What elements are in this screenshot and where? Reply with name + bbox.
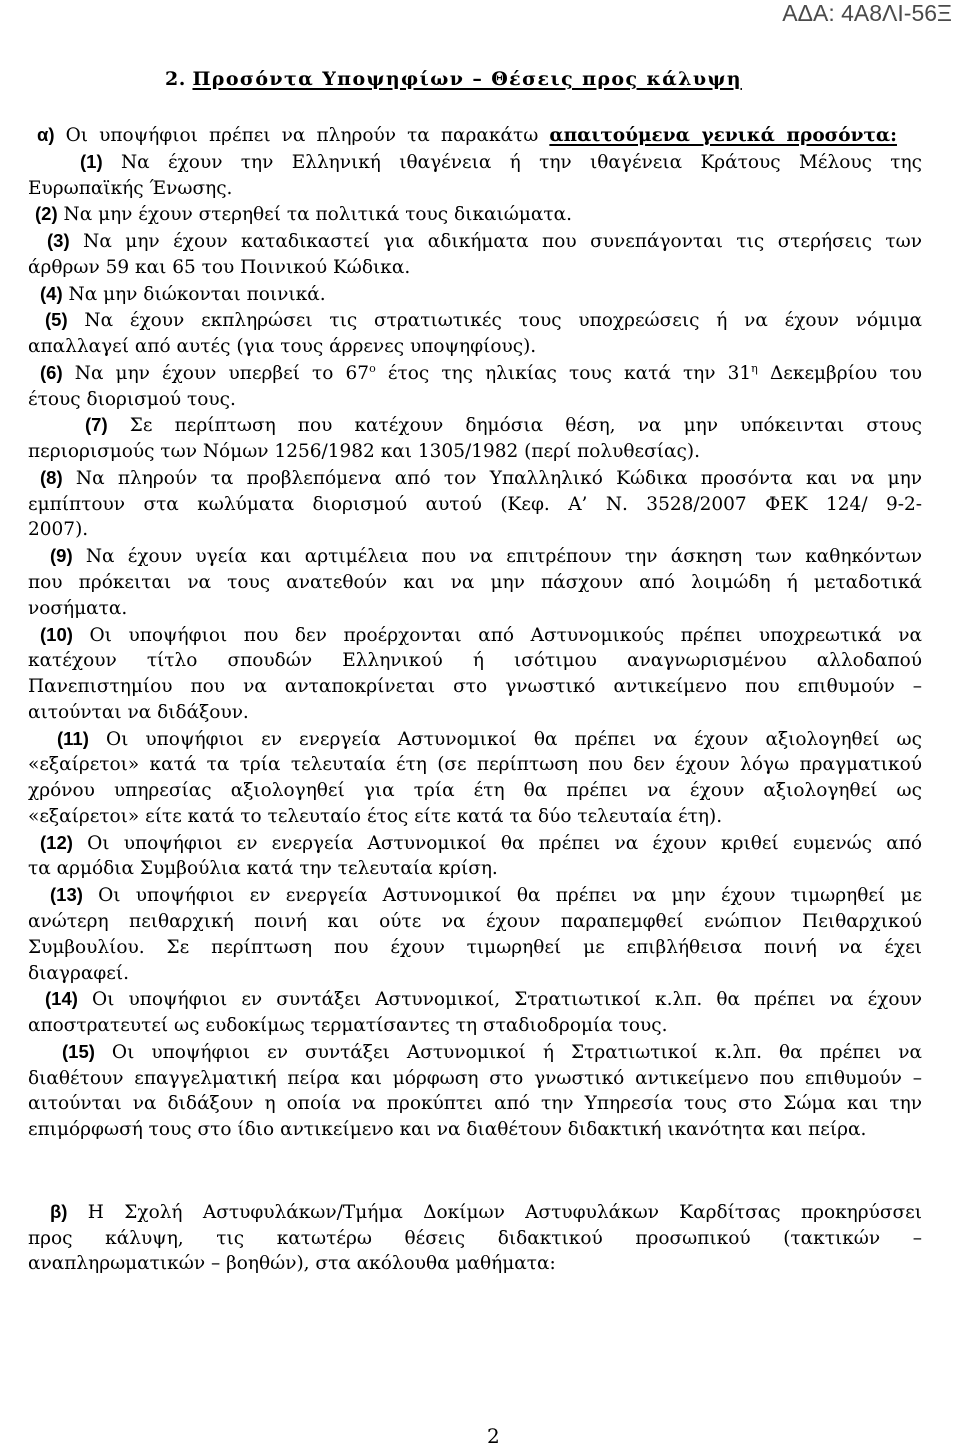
page-number: 2 — [487, 1424, 500, 1448]
line-text: που πρόκειται να τους ανατεθούν και να μην πάσχουν από λοιμώδη ή μεταδοτικά — [28, 572, 922, 594]
requirement-item — [28, 726, 922, 830]
requirement-item — [28, 149, 922, 202]
superscript: ο — [369, 361, 376, 375]
line-text: έτος της ηλικίας τους κατά την 31 — [375, 362, 752, 384]
requirement-item — [28, 228, 922, 281]
paragraph-b — [28, 1199, 922, 1277]
line-text: Η Σχολή Αστυφυλάκων/Τμήμα Δοκίμων Αστυφυλάκων Καρδίτσας προκηρύσσει — [87, 1201, 922, 1223]
paragraph-b-label: β) — [50, 1200, 68, 1222]
requirement-item — [28, 986, 922, 1039]
line-text: αιτούνται να διδάξουν. — [28, 701, 249, 723]
line-text: Οι υποψήφιοι εν ενεργεία Αστυνομικοί θα πρέπει να έχουν κριθεί ευμενώς από — [87, 832, 922, 854]
line-text: «εξαίρετοι» είτε κατά το τελευταίο έτος είτε κατά τα δύο τελευταία έτη). — [28, 805, 723, 827]
requirement-item-line — [28, 387, 922, 413]
requirement-item-line — [28, 517, 922, 543]
line-text: Συμβουλίου. Σε περίπτωση που έχουν τιμωρηθεί με επιβλήθεισα ποινή να έχει — [28, 936, 922, 958]
requirement-item — [28, 622, 922, 726]
requirement-item-label: (4) — [40, 282, 63, 304]
line-text: Οι υποψήφιοι εν ενεργεία Αστυνομικοί θα πρέπει να έχουν αξιολογηθεί ως — [105, 728, 922, 750]
line-text: Δεκεμβρίου του — [757, 362, 922, 384]
line-text: Να έχουν υγεία και αρτιμέλεια που να επιτρέπουν την άσκηση των καθηκόντων — [85, 546, 923, 568]
line-text: Να μην διώκονται ποινικά. — [68, 283, 326, 305]
line-text: 2007). — [28, 519, 89, 541]
section-title: Προσόντα Υποψηφίων – Θέσεις προς κάλυψη — [192, 68, 742, 90]
requirement-item-label: (14) — [45, 988, 78, 1010]
requirement-item-line — [28, 1091, 922, 1117]
requirement-item-line — [28, 492, 922, 518]
requirement-item — [28, 307, 922, 360]
requirement-item-label: (12) — [40, 831, 73, 853]
section-number: 2. — [165, 68, 186, 90]
requirement-item-line — [28, 201, 922, 228]
requirement-item-line — [28, 752, 922, 778]
line-text: Οι υποψήφιοι που δεν προέρχονται από Αστυνομικούς πρέπει υποχρεωτικά να — [89, 624, 922, 646]
section-heading — [165, 66, 742, 92]
requirement-item — [28, 543, 922, 621]
requirement-item-line — [28, 360, 922, 387]
requirement-item-label: (8) — [40, 466, 63, 488]
requirement-item — [28, 465, 922, 543]
requirement-item-line — [28, 1066, 922, 1092]
line-text: Πανεπιστημίου που να ανταποκρίνεται στο γνωστικό αντικείμενο που επιθυμούν – — [28, 676, 922, 698]
line-text: ανώτερη πειθαρχική ποινή και ούτε να έχουν παραπεμφθεί ενώπιον Πειθαρχικού — [28, 910, 922, 932]
line-text: Να μην έχουν στερηθεί τα πολιτικά τους δικαιώματα. — [63, 204, 572, 226]
paragraph-a-text: Οι υποψήφιοι πρέπει να πληρούν τα παρακάτω — [65, 125, 539, 146]
line-text: Σε περίπτωση που κατέχουν δημόσια θέση, να μην υπόκεινται στους — [129, 415, 922, 437]
requirement-item-line — [28, 307, 922, 334]
requirements-list — [28, 149, 922, 1143]
requirement-item-line — [28, 1117, 922, 1143]
requirement-item — [28, 281, 922, 308]
requirement-item — [28, 360, 922, 413]
line-text: κατέχουν τίτλο σπουδών Ελληνικού ή ισότιμου αναγνωρισμένου αλλοδαπού — [28, 650, 922, 672]
requirement-item-label: (9) — [50, 545, 73, 567]
line-text: Οι υποψήφιοι εν συντάξει Αστυνομικοί ή Στρατιωτικοί κ.λπ. θα πρέπει να — [111, 1041, 922, 1063]
requirement-item-label: (13) — [50, 884, 83, 906]
line-text: Να έχουν εκπληρώσει τις στρατιωτικές τους υποχρεώσεις ή να έχουν νόμιμα — [84, 310, 922, 332]
line-text: προς κάλυψη, τις κατωτέρω θέσεις διδακτικού προσωπικού (τακτικών – — [28, 1227, 922, 1249]
requirement-item-line — [28, 909, 922, 935]
requirement-item-line — [28, 700, 922, 726]
line-text: έτους διορισμού τους. — [28, 388, 236, 410]
requirement-item-label: (2) — [35, 203, 58, 225]
requirement-item-label: (15) — [62, 1040, 95, 1062]
requirement-item-line — [28, 334, 922, 360]
requirement-item — [28, 882, 922, 986]
line-text: Ευρωπαϊκής Ένωσης. — [28, 177, 233, 199]
requirement-item-label: (7) — [85, 414, 108, 436]
line-text: απαλλαγεί από αυτές (για τους άρρενες υποψηφίους). — [28, 336, 537, 358]
requirement-item-line — [28, 596, 922, 622]
requirement-item — [28, 1039, 922, 1143]
line-text: Να μην έχουν υπερβεί το 67 — [74, 362, 370, 384]
line-text: διαγραφεί. — [28, 962, 129, 984]
requirement-item-line — [28, 856, 922, 882]
paragraph-a-emphasis: απαιτούμενα γενικά προσόντα: — [549, 125, 897, 146]
requirement-item-line — [28, 648, 922, 674]
requirement-item-line — [28, 986, 922, 1013]
requirement-item-label: (1) — [80, 150, 103, 172]
line-text: Οι υποψήφιοι εν ενεργεία Αστυνομικοί θα πρέπει να μην έχουν τιμωρηθεί με — [98, 885, 922, 907]
requirement-item — [28, 830, 922, 883]
paragraph-b-line — [28, 1251, 922, 1277]
line-text: Οι υποψήφιοι εν συντάξει Αστυνομικοί, Στρατιωτικοί κ.λπ. θα πρέπει να έχουν — [92, 989, 922, 1011]
requirement-item-label: (6) — [40, 361, 63, 383]
document-body — [28, 122, 922, 1277]
requirement-item-line — [28, 830, 922, 857]
requirement-item-line — [28, 228, 922, 255]
line-text: «εξαίρετοι» κατά τα τρία τελευταία έτη (σε περίπτωση που δεν έχουν λόγω πραγματικού — [28, 754, 922, 776]
line-text: αποστρατευτεί ως ευδοκίμως τερματίσαντες τη σταδιοδρομία τους. — [28, 1015, 668, 1037]
requirement-item-line — [28, 1013, 922, 1039]
line-text: διαθέτουν επαγγελματική πείρα και μόρφωση στο γνωστικό αντικείμενο που επιθυμούν – — [28, 1067, 922, 1089]
requirement-item — [28, 412, 922, 465]
ada-code: ΑΔΑ: 4Α8ΛΙ-56Ξ — [782, 0, 952, 26]
requirement-item-line — [28, 804, 922, 830]
line-text: επιμόρφωσή τους στο ίδιο αντικείμενο και να διαθέτουν διδακτική ικανότητα και πείρα. — [28, 1119, 867, 1141]
requirement-item-line — [28, 176, 922, 202]
requirement-item-line — [28, 543, 922, 570]
requirement-item-label: (5) — [45, 309, 68, 331]
requirement-item-line — [28, 149, 922, 176]
line-text: Να έχουν την Ελληνική ιθαγένεια ή την ιθαγένεια Κράτους Μέλους της — [120, 151, 922, 173]
line-text: αναπληρωματικών – βοηθών), στα ακόλουθα μαθήματα: — [28, 1253, 556, 1275]
line-text: άρθρων 59 και 65 του Ποινικού Κώδικα. — [28, 256, 411, 278]
requirement-item-line — [28, 1039, 922, 1066]
requirement-item-line — [28, 465, 922, 492]
line-text: Να μην έχουν καταδικαστεί για αδικήματα που συνεπάγονται τις στερήσεις των — [83, 231, 922, 253]
paragraph-a-label: α) — [37, 124, 55, 145]
requirement-item-line — [28, 674, 922, 700]
requirement-item-line — [28, 570, 922, 596]
line-text: Να πληρούν τα προβλεπόμενα από τον Υπαλληλικό Κώδικα προσόντα και να μην — [75, 467, 922, 489]
superscript: η — [751, 361, 758, 375]
requirement-item-line — [28, 882, 922, 909]
requirement-item-line — [28, 412, 922, 439]
requirement-item-label: (11) — [57, 727, 89, 749]
line-text: αιτούνται να διδάξουν η οποία να προκύπτει από την Υπηρεσία τους στο Σώμα και την — [28, 1093, 922, 1115]
requirement-item-line — [28, 622, 922, 649]
requirement-item-label: (3) — [47, 230, 70, 252]
requirement-item-line — [28, 961, 922, 987]
requirement-item — [28, 201, 922, 228]
requirement-item-line — [28, 726, 922, 753]
line-text: τα αρμόδια Συμβούλια κατά την τελευταία κρίση. — [28, 858, 498, 880]
line-text: περιορισμούς των Νόμων 1256/1982 και 1305/1982 (περί πολυθεσίας). — [28, 441, 700, 463]
paragraph-a — [28, 122, 922, 149]
line-text: νοσήματα. — [28, 597, 128, 619]
requirement-item-line — [28, 281, 922, 308]
paragraph-b-line — [28, 1199, 922, 1226]
requirement-item-line — [28, 935, 922, 961]
paragraph-b-line — [28, 1226, 922, 1252]
requirement-item-label: (10) — [40, 623, 73, 645]
requirement-item-line — [28, 439, 922, 465]
line-text: χρόνου υπηρεσίας αξιολογηθεί για τρία έτη θα πρέπει να έχουν αξιολογηθεί ως — [28, 780, 922, 802]
requirement-item-line — [28, 255, 922, 281]
line-text: εμπίπτουν στα κωλύματα διορισμού αυτού (Κεφ. Α’ Ν. 3528/2007 ΦΕΚ 124/ 9-2- — [28, 493, 922, 515]
requirement-item-line — [28, 778, 922, 804]
paragraph-a-line — [28, 122, 922, 149]
